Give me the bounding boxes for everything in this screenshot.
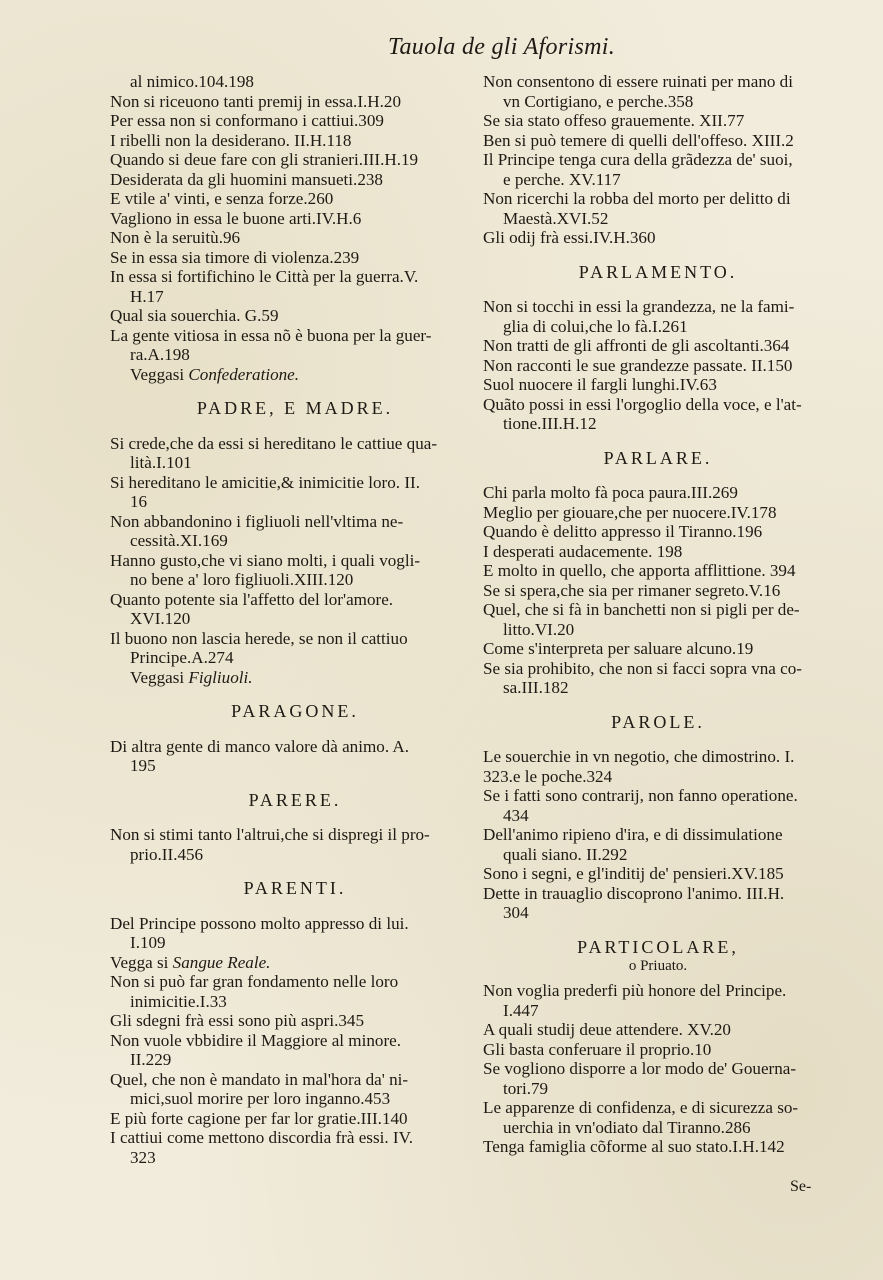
index-entry-line: Gli odij frà essi.IV.H.360 <box>483 228 656 247</box>
index-entry-line: Quel, che si fà in banchetti non si pigli per de- <box>483 600 800 619</box>
index-entry: Del Principe possono molto appresso di lui. <box>110 913 409 933</box>
index-entry-line: 16 <box>130 492 148 511</box>
index-entry-line: sa.III.182 <box>503 678 569 697</box>
index-entry-line: Non si può far gran fondamento nelle loro <box>110 972 399 991</box>
index-entry-line: Non consentono di essere ruinati per mano di <box>483 72 793 91</box>
index-entry-line: Gli basta conferuare il proprio.10 <box>483 1039 712 1059</box>
index-entry-line: 434 <box>503 805 529 825</box>
index-entry-line: I cattiui come mettono discordia frà essi. IV. <box>110 1128 414 1147</box>
index-entry-line: Non si stimi tanto l'altrui,che si dispregi il pro- <box>110 825 430 844</box>
index-entry: I.109 <box>130 933 166 952</box>
right-column <box>483 72 833 1157</box>
parenti-entries <box>110 972 480 1167</box>
index-entry-line: Vagliono in essa le buone arti.IV.H.6 <box>110 208 362 228</box>
section-heading-parole: PAROLE. <box>611 711 705 732</box>
index-entry-line: I ribelli non la desiderano. II.H.118 <box>110 130 352 150</box>
index-entry-line: tori.79 <box>503 1078 549 1098</box>
index-entry-line: Non si tocchi in essi la grandezza, ne la fami- <box>483 297 795 316</box>
index-entry-line: Se i fatti sono contrarij, non fanno operatione. <box>483 786 798 805</box>
index-entry-line: Non è la seruitù.96 <box>110 228 241 247</box>
index-entry-line: II.229 <box>130 1050 172 1069</box>
left-column <box>110 72 480 1167</box>
index-entry-line: ra.A.198 <box>130 345 190 364</box>
index-entry-line: Quando è delitto appresso il Tiranno.196 <box>483 522 763 541</box>
index-entry-line: uerchia in vn'odiato dal Tiranno.286 <box>503 1117 751 1137</box>
index-entry-line: Non racconti le sue grandezze passate. II.150 <box>483 355 793 375</box>
index-entry-line: Non abbandonino i figliuoli nell'vltima ne- <box>110 511 404 531</box>
index-entry-line: Non voglia prederfi più honore del Principe. <box>483 981 787 1000</box>
index-entry-line: Ben si può temere di quelli dell'offeso. XIII.2 <box>483 130 794 150</box>
index-entry-line: Il buono non lascia herede, se non il cattiuo <box>110 628 408 648</box>
index-entry-line: Non si riceuono tanti premij in essa.I.H.20 <box>110 91 402 111</box>
index-entry-line: Se si spera,che sia per rimaner segreto.V.16 <box>483 580 781 600</box>
index-entry-line: Non ricerchi la robba del morto per delitto di <box>483 189 791 208</box>
index-entry-line: quali siano. II.292 <box>503 844 628 864</box>
parole-entries <box>483 747 833 923</box>
index-entry-line: lità.I.101 <box>130 453 192 472</box>
index-entry-line: no bene a' loro figliuoli.XIII.120 <box>130 570 354 589</box>
index-entry-line: 195 <box>130 756 156 775</box>
index-entry-line: Se sia prohibito, che non si facci sopra vna co- <box>483 658 802 678</box>
index-entry-line: tione.III.H.12 <box>503 414 597 433</box>
section-heading-parenti: PARENTI. <box>243 878 347 898</box>
index-entry-line: Come s'interpreta per saluare alcuno.19 <box>483 639 754 658</box>
index-entry-line: Chi parla molto fà poca paura.III.269 <box>483 483 738 502</box>
index-entry-line: I.447 <box>503 1000 539 1020</box>
see-also: Veggasi Figliuoli. <box>130 667 253 687</box>
index-entry-line: Quando si deue fare con gli stranieri.III.H.19 <box>110 150 419 169</box>
index-entry-line: Hanno gusto,che vi siano molti, i quali vogli- <box>110 550 421 570</box>
section-heading-paragone: PARAGONE. <box>231 701 359 721</box>
index-entry-line: Le souerchie in vn negotio, che dimostrino. I. <box>483 747 795 766</box>
particolare-entries <box>483 981 833 1157</box>
index-entry-line: Dell'animo ripieno d'ira, e di dissimulatione <box>483 825 783 844</box>
index-entry-line: vn Cortigiano, e perche.358 <box>503 91 694 111</box>
index-entry-line: Dette in trauaglio discoprono l'animo. III.H. <box>483 883 785 903</box>
index-entry-line: mici,suol morire per loro inganno.453 <box>130 1089 391 1108</box>
index-entry-line: glia di colui,che lo fà.I.261 <box>503 316 688 336</box>
section-heading-particolare: PARTICOLARE, <box>577 936 739 957</box>
index-entry-line: Meglio per giouare,che per nuocere.IV.178 <box>483 502 777 522</box>
index-entry-line: litto.VI.20 <box>503 619 575 639</box>
catchword: Se- <box>790 1178 812 1195</box>
section-heading-padre: PADRE, E MADRE. <box>196 398 394 418</box>
index-entry-line: A quali studij deue attendere. XV.20 <box>483 1020 731 1039</box>
index-entry-line: Per essa non si conformano i cattiui.309 <box>110 111 384 130</box>
index-entry-line: cessità.XI.169 <box>130 531 228 550</box>
index-entry-line: I desperati audacemente. 198 <box>483 541 683 561</box>
running-head: Tauola de gli Aforismi. <box>388 34 615 60</box>
index-entry-line: Se sia stato offeso grauemente. XII.77 <box>483 111 745 130</box>
section-heading-parere: PARERE. <box>248 789 342 810</box>
index-entry-line: prio.II.456 <box>130 844 204 864</box>
index-entry-line: Qual sia souerchia. G.59 <box>110 306 279 325</box>
padre-entries <box>110 434 480 668</box>
index-entry-line: XVI.120 <box>130 609 191 628</box>
index-entry-line: Quanto potente sia l'affetto del lor'amore. <box>110 589 394 609</box>
index-entry-line: inimicitie.I.33 <box>130 991 227 1011</box>
index-entry-line: H.17 <box>130 286 164 306</box>
index-entry-line: Tenga famiglia cõforme al suo stato.I.H.142 <box>483 1137 785 1156</box>
index-entry-line: e perche. XV.117 <box>503 169 621 189</box>
parenti-continuation <box>483 72 833 248</box>
index-entry-line: Maestà.XVI.52 <box>503 208 609 228</box>
section-heading-parlamento: PARLAMENTO. <box>578 261 738 282</box>
see-also: Veggasi Confederatione. <box>130 364 300 384</box>
index-entry-line: E molto in quello, che apporta afflittione. 394 <box>483 561 796 580</box>
section-subheading: o Priuato. <box>628 958 688 974</box>
index-entry-line: Sono i segni, e gl'inditij de' pensieri.XV.185 <box>483 864 784 883</box>
index-entry-line: Si hereditano le amicitie,& inimicitie loro. II. <box>110 472 420 492</box>
paragone-entries <box>110 737 480 776</box>
index-entry-line: Suol nuocere il fargli lunghi.IV.63 <box>483 375 717 394</box>
index-entry-line: E vtile a' vinti, e senza forze.260 <box>110 189 334 208</box>
index-entry-line: Quel, che non è mandato in mal'hora da' ni- <box>110 1069 409 1089</box>
index-entry-line: Gli sdegni frà essi sono più aspri.345 <box>110 1011 365 1030</box>
index-entry-line: 323 <box>130 1147 156 1167</box>
index-entry-line: Si crede,che da essi si hereditano le cattiue qua- <box>110 433 438 453</box>
see-also: Vegga si Sangue Reale. <box>110 952 271 972</box>
index-entry-line: 323.e le poche.324 <box>483 766 613 786</box>
index-entry-line: 304 <box>503 903 529 922</box>
parere-entries <box>110 825 480 864</box>
pace-continuation <box>110 72 480 365</box>
index-entry-line: Di altra gente di manco valore dà animo. A. <box>110 736 410 756</box>
index-entry-line: Se vogliono disporre a lor modo de' Gouerna- <box>483 1059 797 1078</box>
index-entry-line: Desiderata da gli huomini mansueti.238 <box>110 169 383 189</box>
index-entry-line: Le apparenze di confidenza, e di sicurezza so- <box>483 1098 799 1117</box>
parlare-entries <box>483 483 833 698</box>
index-entry-line: Se in essa sia timore di violenza.239 <box>110 247 360 267</box>
index-entry-line: La gente vitiosa in essa nõ è buona per la guer- <box>110 325 432 345</box>
index-entry-line: Principe.A.274 <box>130 648 234 667</box>
index-entry-line: E più forte cagione per far lor gratie.III.140 <box>110 1108 408 1128</box>
index-entry-line: Quãto possi in essi l'orgoglio della voce, e l'at- <box>483 394 802 414</box>
index-entry-line: Non vuole vbbidire il Maggiore al minore. <box>110 1030 402 1050</box>
parlamento-entries <box>483 297 833 434</box>
index-entry-line: al nimico.104.198 <box>130 72 254 91</box>
section-heading-parlare: PARLARE. <box>603 447 713 468</box>
index-entry-line: In essa si fortifichino le Città per la guerra.V. <box>110 267 419 286</box>
index-entry-line: Non tratti de gli affronti de gli ascoltanti.364 <box>483 336 790 355</box>
index-entry-line: Il Principe tenga cura della grãdezza de' suoi, <box>483 150 793 169</box>
